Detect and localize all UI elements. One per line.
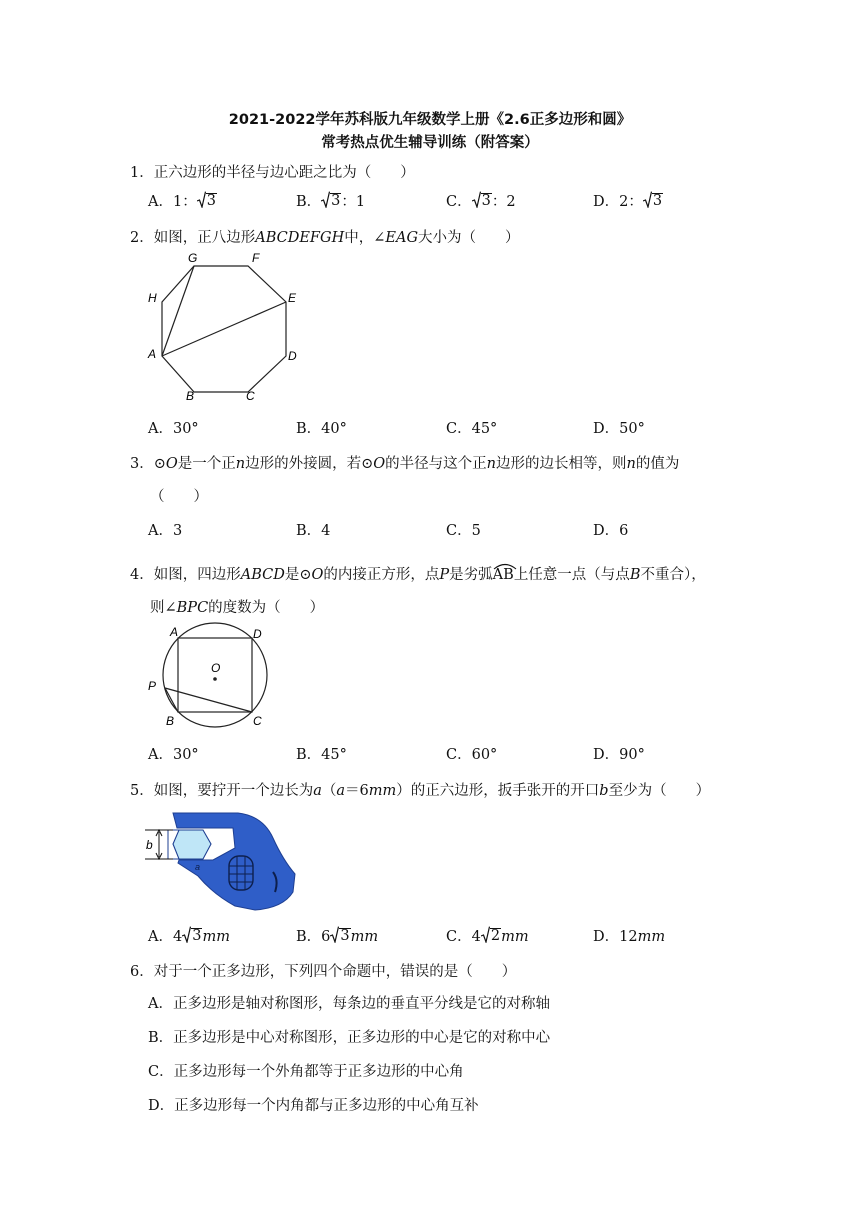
dimension-label-a: a: [195, 862, 201, 872]
vertex-label-e: E: [288, 291, 297, 305]
question-4-stem: 4．如图，四边形ABCD是⊙O的内接正方形，点P是劣弧 AB上任意一点（与点B不重合），: [130, 563, 706, 584]
point-label-p: P: [148, 679, 157, 693]
question-3-stem: 3．⊙O是一个正n边形的外接圆，若⊙O的半径与这个正n边形的边长相等，则n的值为: [130, 456, 680, 472]
question-5-option-a: A．4 3 mm: [148, 928, 230, 945]
question-1-stem: 1．正六边形的半径与边心距之比为（ ）: [130, 165, 415, 181]
question-3-option-c: C．5: [446, 523, 481, 539]
octagon-figure: [140, 250, 310, 410]
question-1-option-a: A．1： 3: [148, 193, 216, 210]
vertex-label-c: C: [253, 714, 262, 728]
question-2-stem: 2．如图，正八边形ABCDEFGH中，∠EAG大小为（ ）: [130, 230, 520, 246]
sqrt-symbol: 3: [472, 191, 492, 208]
question-3-stem-line2: （ ）: [150, 489, 208, 505]
vertex-label-b: B: [186, 389, 195, 403]
sqrt-symbol: 3: [321, 191, 341, 208]
question-1-option-d: D．2： 3: [593, 193, 663, 210]
question-2-option-a: A．30°: [148, 421, 199, 437]
vertex-label-b: B: [166, 714, 175, 728]
vertex-label-d: D: [253, 627, 262, 641]
inscribed-square-figure: [140, 622, 280, 732]
arc-symbol: [493, 562, 517, 570]
vertex-label-a: A: [148, 347, 157, 361]
vertex-label-f: F: [252, 251, 260, 265]
sqrt-symbol: 3: [182, 926, 202, 943]
dimension-label-b: b: [146, 838, 153, 852]
question-6-stem: 6．对于一个正多边形，下列四个命题中，错误的是（ ）: [130, 964, 517, 980]
question-3-option-b: B．4: [296, 523, 331, 539]
question-6-option-d: D．正多边形每一个内角都与正多边形的中心角互补: [148, 1098, 479, 1114]
vertex-label-d: D: [288, 349, 297, 363]
question-2-option-d: D．50°: [593, 421, 645, 437]
vertex-label-c: C: [246, 389, 255, 403]
sqrt-symbol: 3: [197, 191, 217, 208]
vertex-label-g: G: [188, 251, 198, 265]
center-label-o: O: [211, 661, 221, 675]
question-4-option-c: C．60°: [446, 747, 498, 763]
wrench-figure: [143, 808, 301, 912]
question-5-option-c: C．4 2 mm: [446, 928, 529, 945]
question-2-option-b: B．40°: [296, 421, 347, 437]
document-title-line2: 常考热点优生辅导训练（附答案）: [321, 135, 539, 151]
question-1-option-c: C． 3 ：2: [446, 193, 516, 210]
question-4-option-d: D．90°: [593, 747, 645, 763]
question-2-option-c: C．45°: [446, 421, 498, 437]
vertex-label-h: H: [148, 291, 157, 305]
arc-ab: AB: [493, 567, 514, 583]
question-4-option-b: B．45°: [296, 747, 347, 763]
question-1-option-b: B． 3 ：1: [296, 193, 366, 210]
question-3-option-a: A．3: [148, 523, 183, 539]
question-5-option-b: B．6 3 mm: [296, 928, 379, 945]
sqrt-symbol: 2: [481, 926, 501, 943]
question-5-stem: 5．如图，要拧开一个边长为a（a＝6mm）的正六边形，扳手张开的开口b至少为（ ）: [130, 783, 711, 799]
question-3-option-d: D．6: [593, 523, 629, 539]
question-4-stem-line2: 则∠BPC的度数为（ ）: [150, 600, 325, 616]
question-6-option-c: C．正多边形每一个外角都等于正多边形的中心角: [148, 1064, 464, 1080]
question-6-option-b: B．正多边形是中心对称图形，正多边形的中心是它的对称中心: [148, 1030, 551, 1046]
vertex-label-a: A: [170, 625, 179, 639]
sqrt-symbol: 3: [330, 926, 350, 943]
sqrt-symbol: 3: [643, 191, 663, 208]
question-5-option-d: D．12mm: [593, 929, 666, 945]
question-6-option-a: A．正多边形是轴对称图形，每条边的垂直平分线是它的对称轴: [148, 996, 550, 1012]
question-4-option-a: A．30°: [148, 747, 199, 763]
document-title-line1: 2021-2022学年苏科版九年级数学上册《2.6正多边形和圆》: [228, 112, 632, 128]
